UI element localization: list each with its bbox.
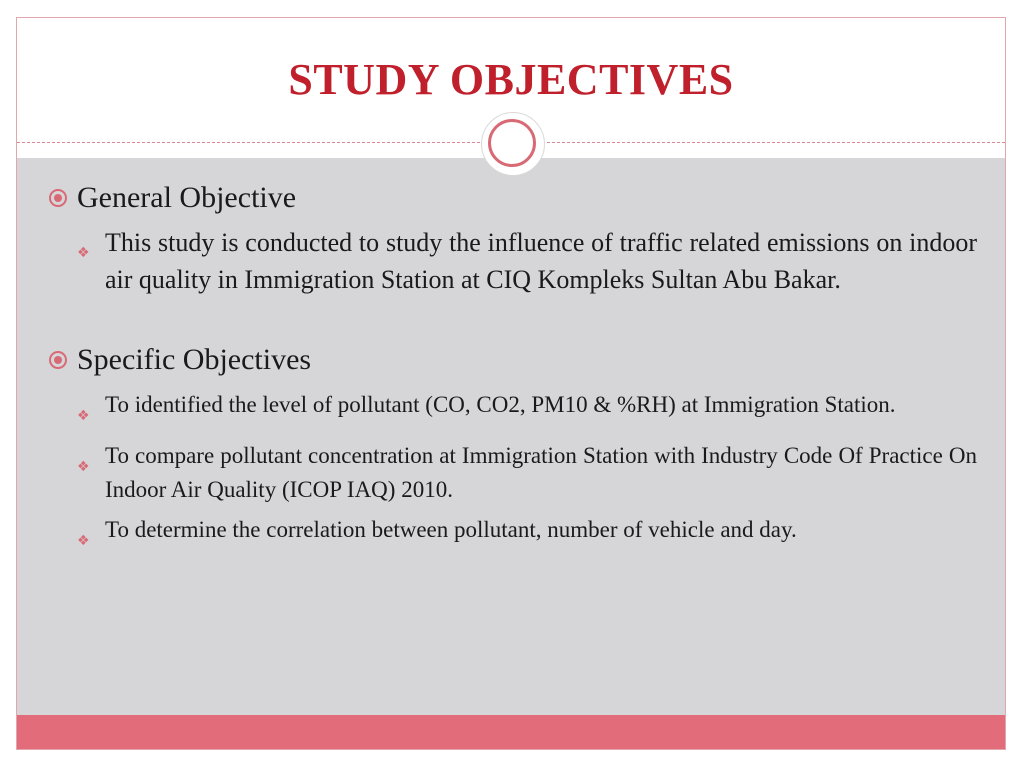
- slide-title: STUDY OBJECTIVES: [288, 55, 734, 104]
- list-item-text: To identified the level of pollutant (CO, CO2, PM10 & %RH) at Immigration Station.: [105, 392, 896, 417]
- list-item: [77, 439, 977, 507]
- list-item-text: This study is conducted to study the influence of traffic related emissions on indoor air quality in Immigration Station at CIQ Kompleks Sultan Abu Bakar.: [105, 228, 977, 294]
- diamond-cross-icon: ❖: [77, 245, 90, 261]
- slide-frame: [16, 17, 1006, 750]
- circle-dot-icon: [49, 189, 67, 207]
- section-heading-label: Specific Objectives: [77, 343, 312, 376]
- list-item: [77, 224, 977, 298]
- diamond-cross-icon: ❖: [77, 533, 90, 549]
- decorative-ring-icon: [488, 119, 536, 167]
- list-item-text: To determine the correlation between pollutant, number of vehicle and day.: [105, 517, 797, 542]
- section-heading-label: General Objective: [77, 181, 297, 214]
- circle-dot-icon: [49, 351, 67, 369]
- footer-bar: [17, 715, 1005, 749]
- diamond-cross-icon: ❖: [77, 408, 90, 424]
- list-item-text: To compare pollutant concentration at Immigration Station with Industry Code Of Practice On Indoor Air Quality (ICOP IAQ) 2010.: [105, 443, 977, 502]
- section-heading-specific: [47, 340, 977, 380]
- diamond-cross-icon: ❖: [77, 459, 90, 475]
- list-item: [77, 513, 977, 558]
- list-item: [77, 388, 977, 433]
- slide-content: [47, 178, 977, 558]
- section-heading-general: [47, 178, 977, 218]
